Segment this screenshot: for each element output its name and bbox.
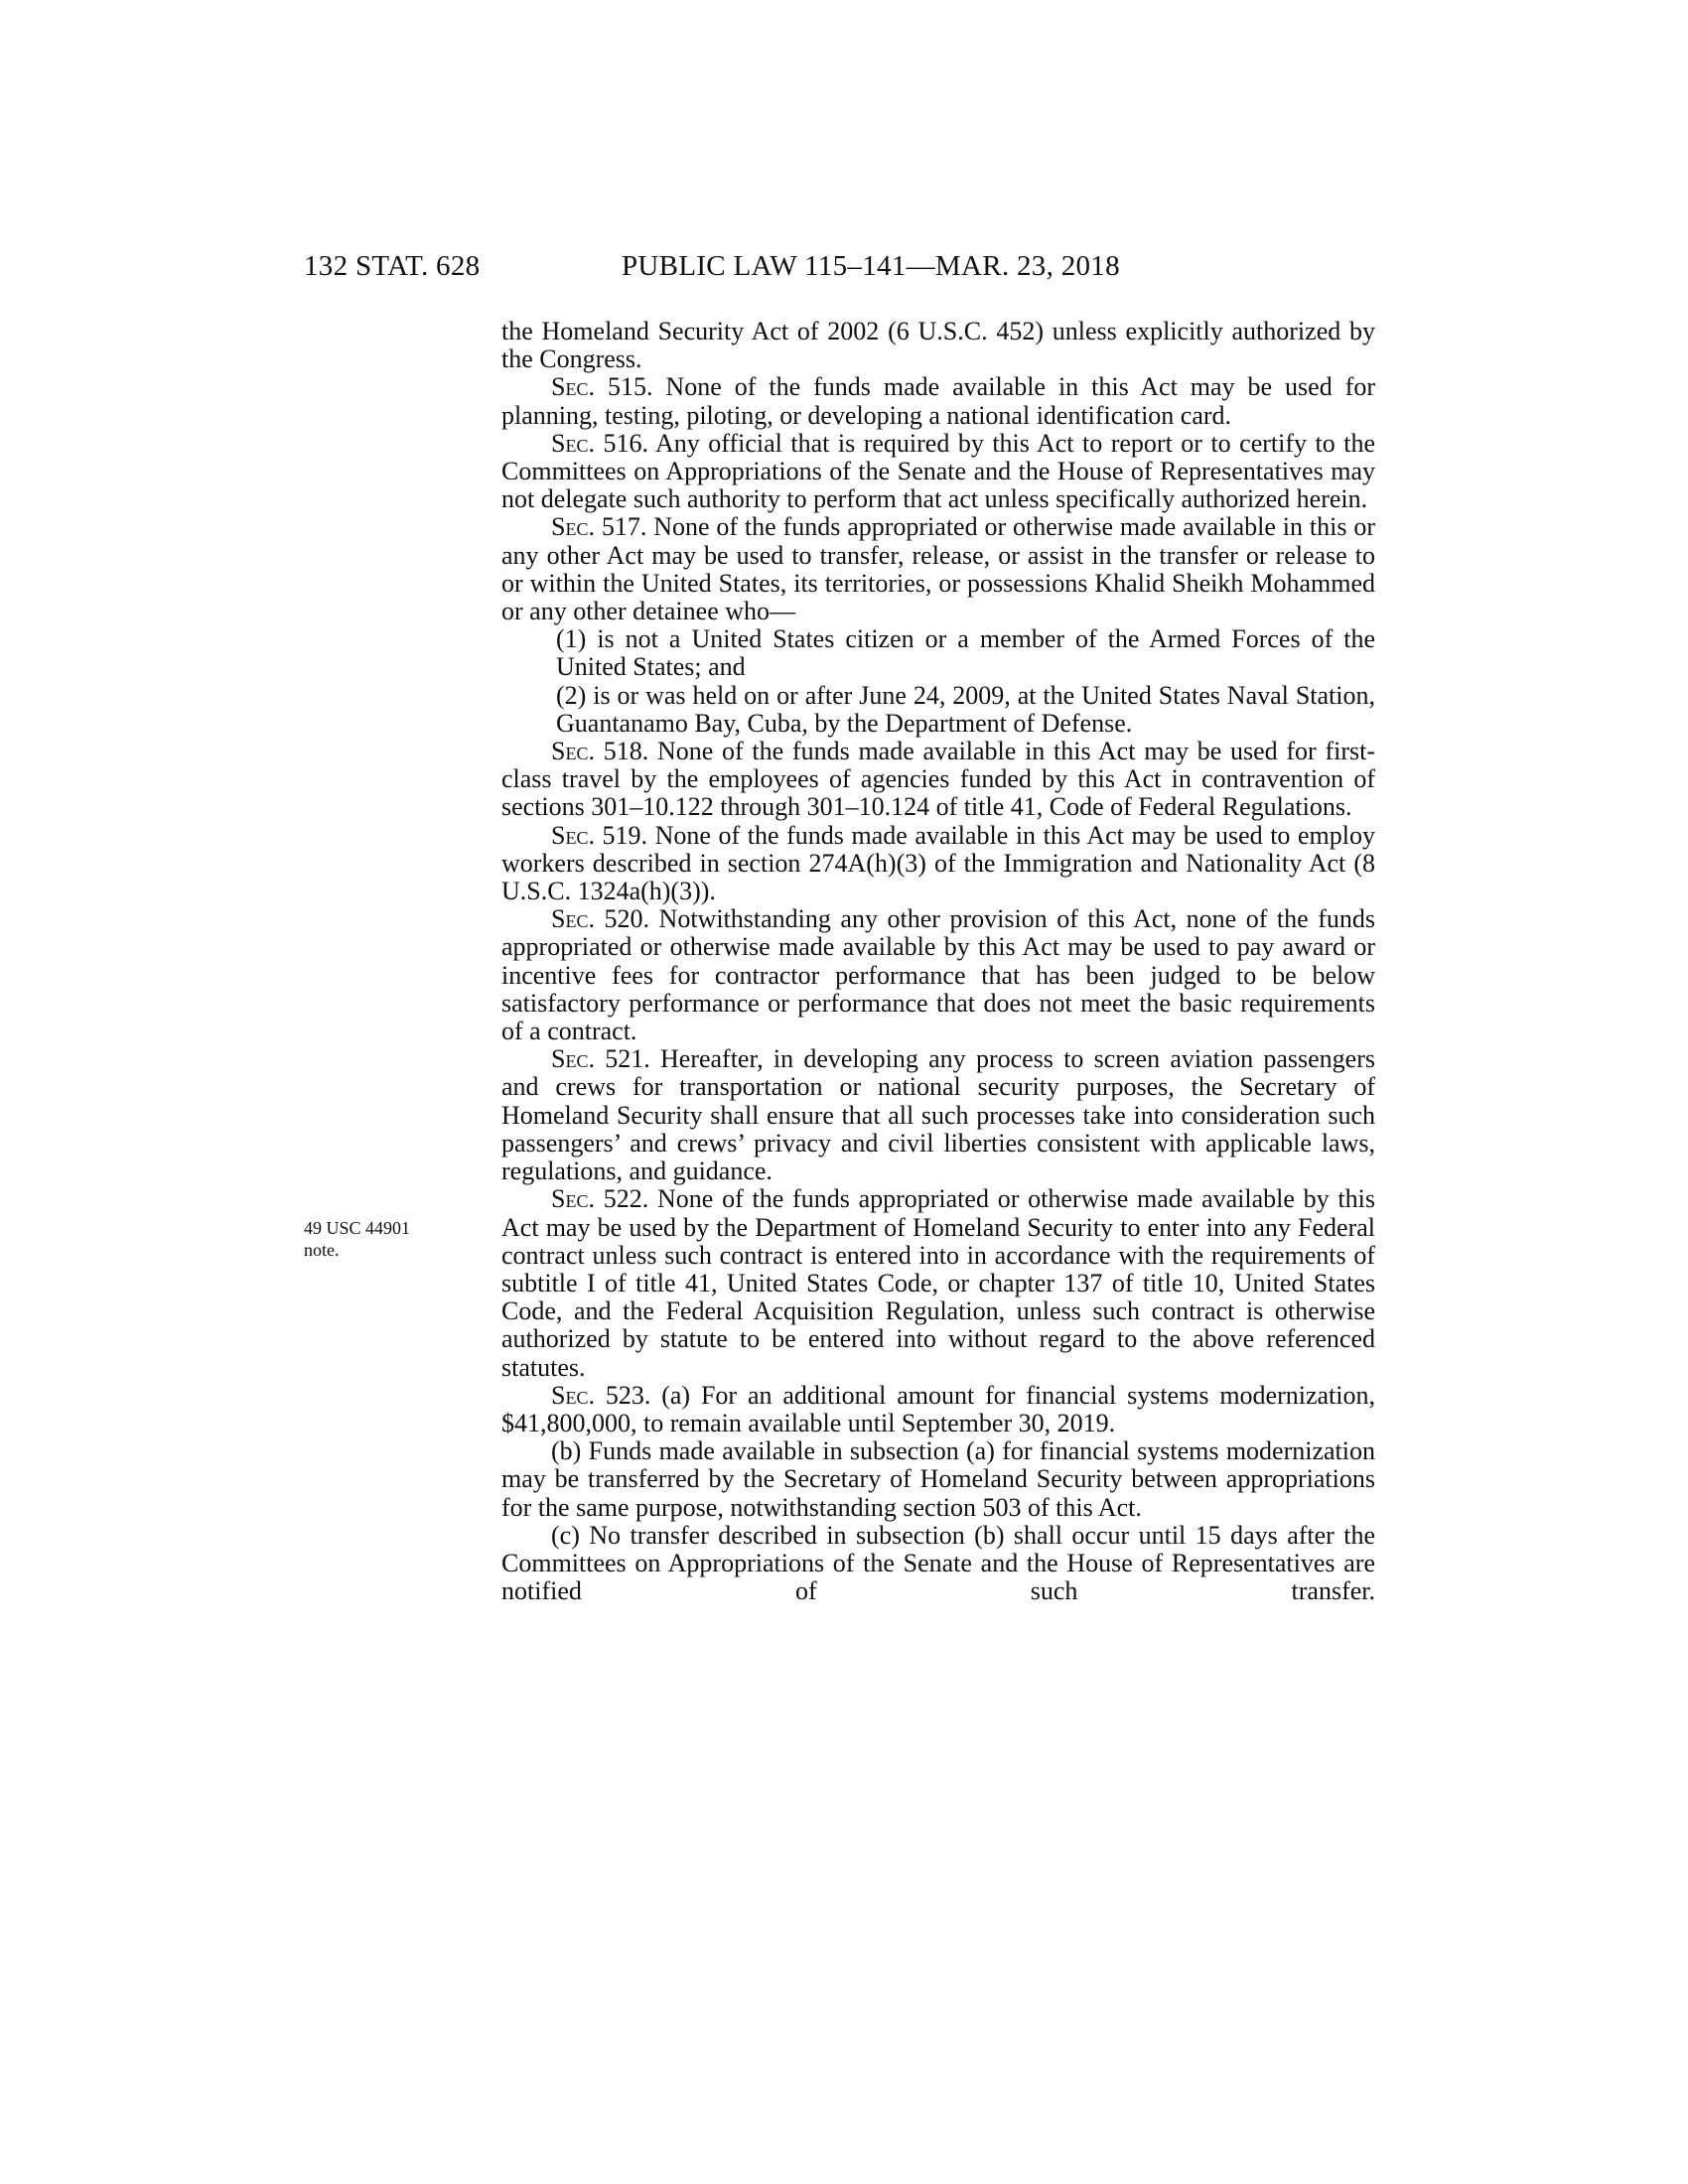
section-518: Sec. 518. None of the funds made available in this Act may be used for first-class travel by the employees of agencies funded by this Act in contravention of sections 301–10.122 through 301–10.124 of title 41, Code of Federal Regulations. [501, 737, 1375, 822]
margin-note-label: note. [304, 1240, 340, 1260]
section-517: Sec. 517. None of the funds appropriated or otherwise made available in this or any other Act may be used to transfer, release, or assist in the transfer or release to or within the United States, its territories, or possessions Khalid Sheikh Mohammed or any other detainee who— [501, 512, 1375, 626]
section-516: Sec. 516. Any official that is required by this Act to report or to certify to the Committees on Appropriations of the Senate and the House of Representatives may not delegate such authority to perform that act unless specifically authorized herein. [501, 428, 1375, 514]
running-header-title: PUBLIC LAW 115–141—MAR. 23, 2018 [622, 250, 1120, 282]
section-517-item-2: (2) is or was held on or after June 24, 2009, at the United States Naval Station, Guantanamo Bay, Cuba, by the Department of Defense. [556, 680, 1375, 738]
section-522: Sec. 522. None of the funds appropriated or otherwise made available by this Act may be used by the Department of Homeland Security to enter into any Federal contract unless such contract is entered into in accordance with the requirements of subtitle I of title 41, United States Code, or chapter 137 of title 10, United States Code, and the Federal Acquisition Regulation, unless such contract is otherwise authorized by statute to be entered into without regard to the above referenced statutes. [501, 1184, 1375, 1382]
section-521: Sec. 521. Hereafter, in developing any process to screen aviation passengers and crews for transportation or national security purposes, the Secretary of Homeland Security shall ensure that all such processes take into consideration such passengers’ and crews’ privacy and civil liberties consistent with applicable laws, regulations, and guidance. [501, 1044, 1375, 1186]
margin-note-citation: 49 USC 44901 [304, 1218, 411, 1238]
section-517-item-1: (1) is not a United States citizen or a member of the Armed Forces of the United States; and [556, 624, 1375, 682]
statute-page-number: 132 STAT. 628 [304, 250, 481, 282]
section-523-a: Sec. 523. (a) For an additional amount for financial systems modernization, $41,800,000, to remain available until September 30, 2019. [501, 1380, 1375, 1437]
body-text [501, 318, 1375, 1605]
paragraph-continuation: the Homeland Security Act of 2002 (6 U.S.C. 452) unless explicitly authorized by the Congress. [501, 317, 1375, 374]
section-519: Sec. 519. None of the funds made available in this Act may be used to employ workers described in section 274A(h)(3) of the Immigration and Nationality Act (8 U.S.C. 1324a(h)(3)). [501, 820, 1375, 906]
section-523-c: (c) No transfer described in subsection (b) shall occur until 15 days after the Committees on Appropriations of the Senate and the House of Representatives are notified of such transfer. [501, 1520, 1375, 1606]
section-515: Sec. 515. None of the funds made available in this Act may be used for planning, testing, piloting, or developing a national identification card. [501, 372, 1375, 430]
section-523-b: (b) Funds made available in subsection (a) for financial systems modernization may be transferred by the Secretary of Homeland Security between appropriations for the same purpose, notwithstanding section 503 of this Act. [501, 1436, 1375, 1522]
margin-note [304, 1217, 463, 1261]
section-520: Sec. 520. Notwithstanding any other provision of this Act, none of the funds appropriated or otherwise made available by this Act may be used to pay award or incentive fees for contractor performance that has been judged to be below satisfactory performance or performance that does not meet the basic requirements of a contract. [501, 904, 1375, 1046]
